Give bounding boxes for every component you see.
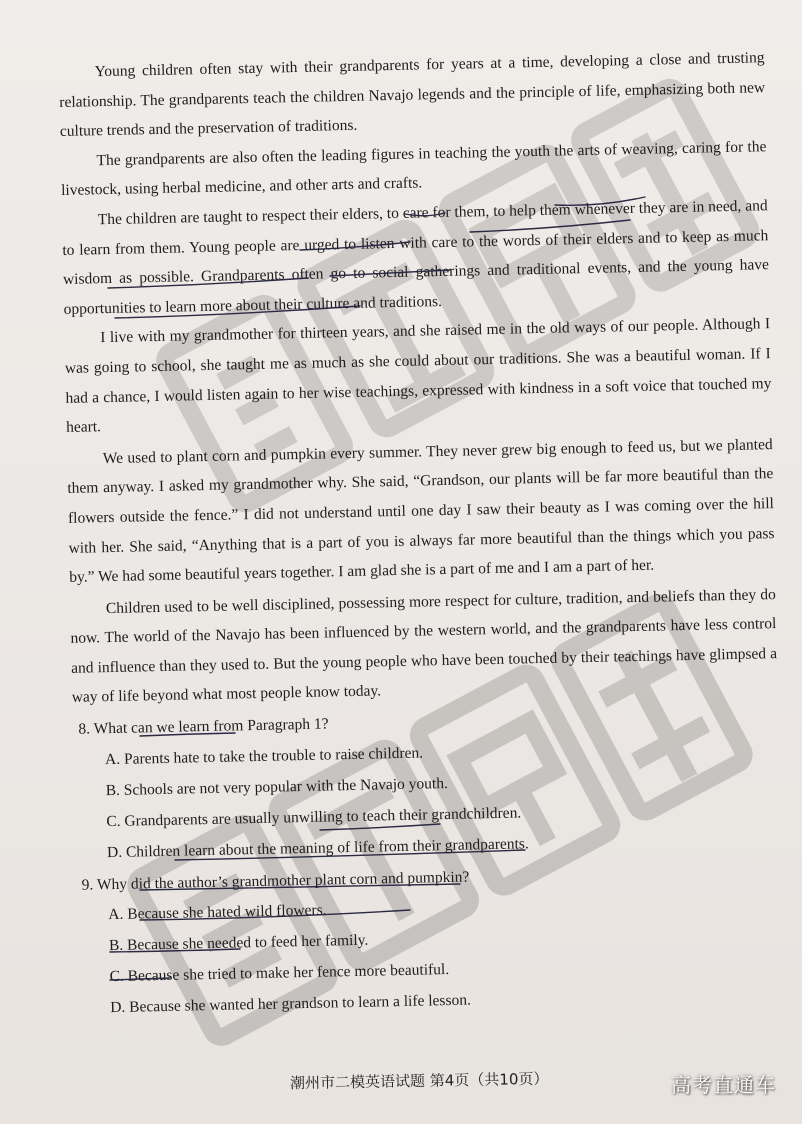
option-9a: A. Because she hated wild flowers. [108,901,327,924]
question-8-stem: 8. What can we learn from Paragraph 1? [78,715,329,738]
option-9b: B. Because she needed to feed her family. [108,931,369,955]
question-9-options [76,885,784,1024]
question-9 [75,856,784,1024]
passage-paragraph-1: Young children often stay with their grandparents for years at a time, developing a close and trusting relationship. The grandparents teach the children Navajo legends and the principle of life, emphasizing both new culture trends and the preservation of traditions. [59,49,766,141]
option-8a: A. Parents hate to take the trouble to raise children. [104,744,424,768]
question-9-stem: 9. Why did the author’s grandmother plant corn and pumpkin? [81,868,470,894]
option-9d: D. Because she wanted her grandson to learn a life lesson. [110,991,472,1017]
option-9c: C. Because she tried to make her fence more beautiful. [109,961,450,986]
passage-paragraph-2: The grandparents are also often the leading figures in teaching the youth the arts of weaving, caring for the livestock, using herbal medicine, and other arts and crafts. [60,137,767,200]
brand-watermark: 高考直通车 [671,1073,776,1097]
passage-and-questions [58,25,784,1024]
passage-paragraph-5: We used to plant corn and pumpkin every summer. They never grew big enough to feed us, but we planted them anyway. I asked my grandmother why. She said, “Grandson, our plants will be far more beautiful than the flowers outside the fence.” I did not understand until one day I saw their beauty as I was coming over the hill with her. She said, “Anything that is a part of you is always far more beautiful than the things which you pass by.” We had some beautiful years together. I am glad she is a part of me and I am a part of her. [67,435,775,586]
option-8b: B. Schools are not very popular with the Navajo youth. [105,774,449,799]
passage-paragraph-6: Children used to be well disciplined, possessing more respect for culture, tradition, and beliefs than they do now. The world of the Navajo has been influenced by the western world, and the grandparents have less control and influence than they used to. But the young people who have been touched by their teachings have glimpsed a way of life beyond what most people know today. [70,585,778,707]
passage-paragraph-3: The children are taught to respect their elders, to care for them, to help them whenever they are in need, and to learn from them. Young people are urged to listen with care to the words of their elders and to keep as much wisdom as possible. Grandparents often go to social gatherings and traditional events, and the young have opportunities to learn more about their culture and traditions. [62,197,770,318]
passage-paragraph-4: I live with my grandmother for thirteen years, and she raised me in the old ways of our people. Although I was going to school, she taught me as much as she could about our traditions. She was a beautiful woman. If I had a chance, I would listen again to her wise teachings, expressed with kindness in a soft voice that touched my heart. [64,315,772,437]
option-8c: C. Grandparents are usually unwilling to teach their grandchildren. [106,804,522,830]
option-8d: D. Children learn about the meaning of life from their grandparents. [106,834,529,861]
question-8 [72,700,781,868]
question-8-options [73,730,781,869]
page-footer: 潮州市二模英语试题 第4页（共10页） [289,1069,549,1093]
